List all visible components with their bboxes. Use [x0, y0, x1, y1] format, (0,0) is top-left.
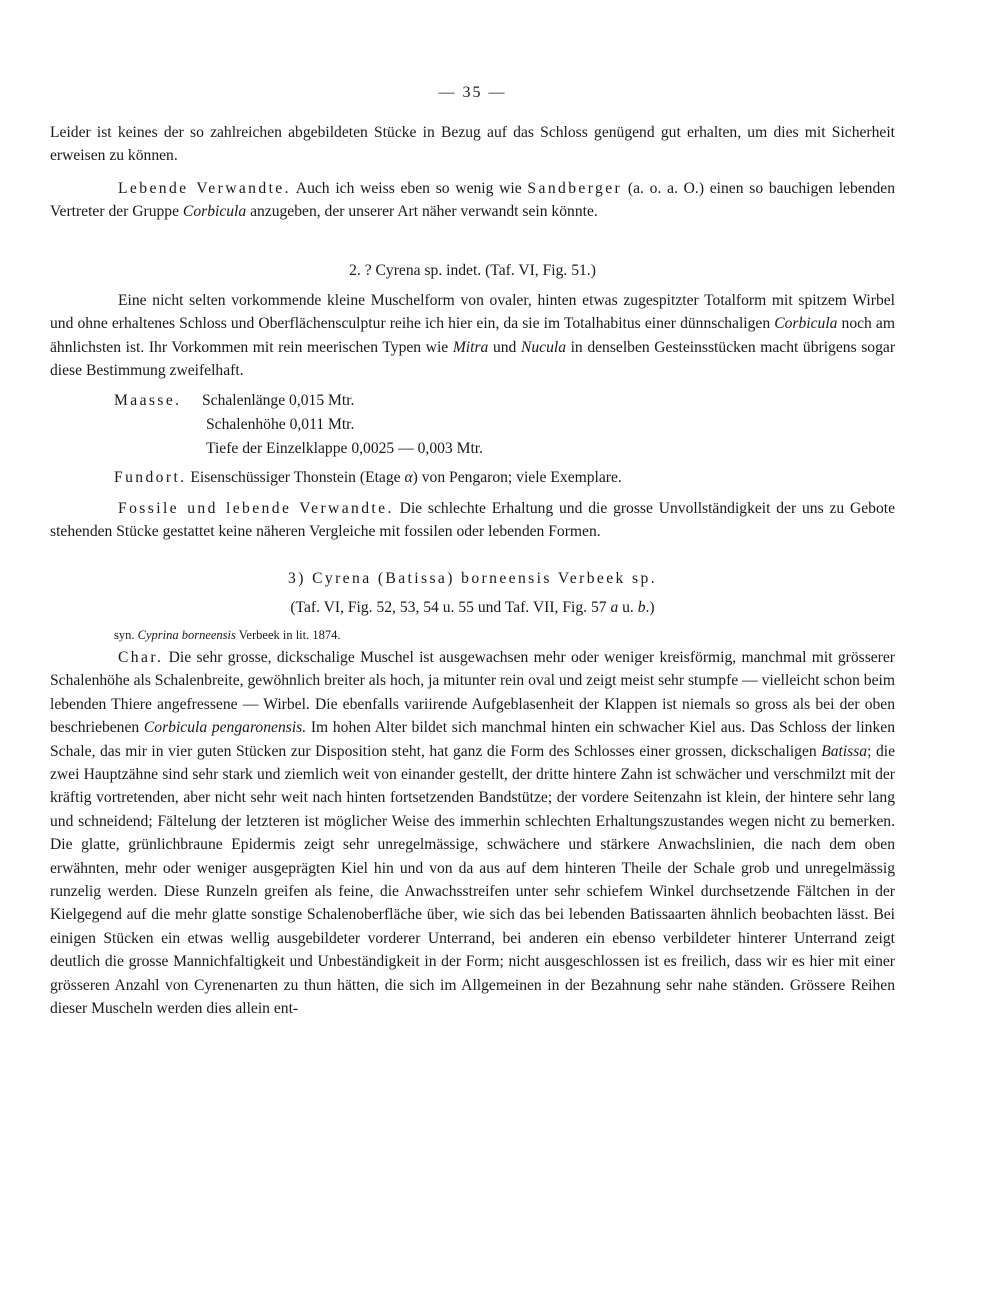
- section-3-title: 3) Cyrena (Batissa) borneensis Verbeek sp.: [288, 570, 657, 587]
- section-3-heading: [50, 567, 895, 590]
- section-3-reference: [50, 596, 895, 619]
- fundort-text-b: ) von Pengaron; viele Exemplare.: [412, 469, 622, 486]
- genus-mitra: Mitra: [452, 338, 489, 356]
- char-text-c: ; die zwei Hauptzähne sind sehr stark und ziemlich weit von einander gestellt, der dritte hintere Zahn ist schwächer und verschmilzt mit der kräftig vortretenden, aber nicht sehr weit nach hinten fortsetzenden Bandstütze; der vordere Seitenzahn ist klein, der hintere sehr lang und schneidend; Fältelung der letzteren ist möglicher Weise des immerhin schlechten Erhaltungszustandes wegen nicht zu bemerken. Die glatte, grünlichbraune Epidermis zeigt sehr unregelmässige, schwächere und stärkere Anwachslinien, die nach dem oben erwähnten, mehr oder weniger ausgeprägten Kiel hin und von da aus auf dem hinteren Theile der Schale grob und unregelmässig runzelig werden. Diese Runzeln greifen als feine, die Anwachsstreifen unter sehr schiefem Winkel durchsetzende Fältchen in der Kielgegend auf die mehr glatte sonstige Schalenoberfläche über, wie sich das bei lebenden Batissaarten ähnlich beobachten lässt. Bei einigen Stücken ein etwas wellig ausgebildeter vorderer Unterrand, bei anderen ein ebenso verbildeter hinterer Unterrand zeigt deutlich die grosse Mannichfaltigkeit und Unbeständigkeit in der Form; nicht ausgeschlossen ist es freilich, dass wir es hier mit einer grösseren Anzahl von Cyrenenarten zu thun hätten, die sich im Allgemeinen in der Bezahnung sehr nahe ständen. Grössere Reihen dieser Muscheln werden dies allein ent-: [50, 742, 895, 1018]
- fundort-label: Fundort.: [114, 469, 187, 486]
- lebende-verwandte-paragraph: [50, 177, 895, 224]
- section-2-title: 2. ? Cyrena sp. indet. (Taf. VI, Fig. 51.): [349, 262, 596, 279]
- genus-corbicula: Corbicula: [182, 203, 247, 221]
- char-text-a: Die sehr grosse, dickschalige Muschel ist ausgewachsen mehr oder weniger kreisförmig, manchmal mit grösserer Schalenhöhe als Schalenbreite, gewöhnlich breiter als hoch, ja mitunter rein oval und zeigt meist sehr stumpfe — vielleicht schon beim lebenden Thiere angefressene — Wirbel. Die ebenfalls variirende Aufgeblasenheit der Klappen ist niemals so gross als bei der oben beschriebenen: [50, 649, 895, 737]
- synonym-line: [50, 626, 895, 644]
- sec3-ref-mid: u.: [618, 599, 638, 616]
- intro-paragraph: [50, 121, 895, 168]
- species-corbicula-pengaronensis: Corbicula pengaronensis.: [143, 719, 307, 737]
- maasse-label: Maasse.: [114, 392, 182, 409]
- section-2-heading: [50, 259, 895, 282]
- syn-text-b: Verbeek in lit. 1874.: [235, 628, 341, 642]
- maasse-height: Schalenhöhe 0,011 Mtr.: [206, 416, 355, 433]
- sec3-ref-a: (Taf. VI, Fig. 52, 53, 54 u. 55 und Taf. VII, Fig. 57: [290, 599, 611, 616]
- fossile-text: Die schlechte Erhaltung und die grosse Unvollständigkeit der uns zu Gebote stehenden Stücke gestattet keine näheren Vergleiche mit fossilen oder lebenden Formen.: [50, 500, 895, 541]
- maasse-depth: Tiefe der Einzelklappe 0,0025 — 0,003 Mtr.: [206, 440, 484, 457]
- fundort-etage: α: [404, 469, 413, 486]
- intro-text: Leider ist keines der so zahlreichen abgebildeten Stücke in Bezug auf das Schloss genügend gut erhalten, um dies mit Sicherheit erweisen zu können.: [50, 124, 895, 165]
- fossile-paragraph: [50, 497, 895, 544]
- lebende-text-b: (a. o. a. O.) einen so bauchigen lebenden Vertreter der Gruppe: [50, 180, 895, 221]
- sec2-text-b: noch am ähnlichsten ist. Ihr Vorkommen mit rein meerischen Typen wie: [50, 315, 895, 356]
- section-2-description: [50, 289, 895, 383]
- author-sandberger: Sandberger: [527, 180, 623, 197]
- lebende-text-a: Auch ich weiss eben so wenig wie: [290, 180, 528, 197]
- sec2-text-a: Eine nicht selten vorkommende kleine Muschelform von ovaler, hinten etwas zugespitzter Totalform mit spitzem Wirbel und ohne erhaltenes Schloss und Oberflächensculptur reihe ich hier ein, da sie im Totalhabitus einer dünnschaligen: [50, 292, 895, 333]
- syn-name: Cyprina borneensis: [137, 628, 236, 642]
- char-text-b: Im hohen Alter bildet sich manchmal hinten ein schwacher Kiel aus. Das Schloss der linken Schale, das mir in vier guten Stücken zur Disposition steht, hat ganz die Form des Schlosses einer grossen, dickschaligen: [50, 719, 895, 760]
- sec3-ref-a-italic: a: [610, 599, 619, 616]
- sec2-text-c: und: [488, 338, 521, 356]
- lebende-text-c: anzugeben, der unserer Art näher verwandt sein könnte.: [246, 203, 598, 221]
- sec2-text-d: in denselben Gesteinsstücken macht übrigens sogar diese Bestimmung zweifelhaft.: [50, 338, 896, 380]
- char-paragraph: [50, 646, 895, 1021]
- maasse-length: Schalenlänge 0,015 Mtr.: [202, 392, 355, 409]
- fundort-paragraph: [50, 466, 895, 489]
- sec3-ref-b-italic: b: [637, 599, 646, 616]
- genus-nucula: Nucula: [520, 338, 566, 356]
- genus-batissa: Batissa: [821, 742, 868, 760]
- lebende-verwandte-label: Lebende Verwandte.: [118, 180, 291, 197]
- genus-corbicula-2: Corbicula: [774, 315, 838, 333]
- fossile-label: Fossile und lebende Verwandte.: [118, 500, 394, 517]
- page-number: — 35 —: [438, 84, 507, 101]
- char-label: Char.: [118, 649, 164, 666]
- fundort-text-a: Eisenschüssiger Thonstein (Etage: [186, 469, 405, 486]
- syn-text-a: syn.: [114, 628, 138, 642]
- sec3-ref-end: .): [645, 599, 655, 616]
